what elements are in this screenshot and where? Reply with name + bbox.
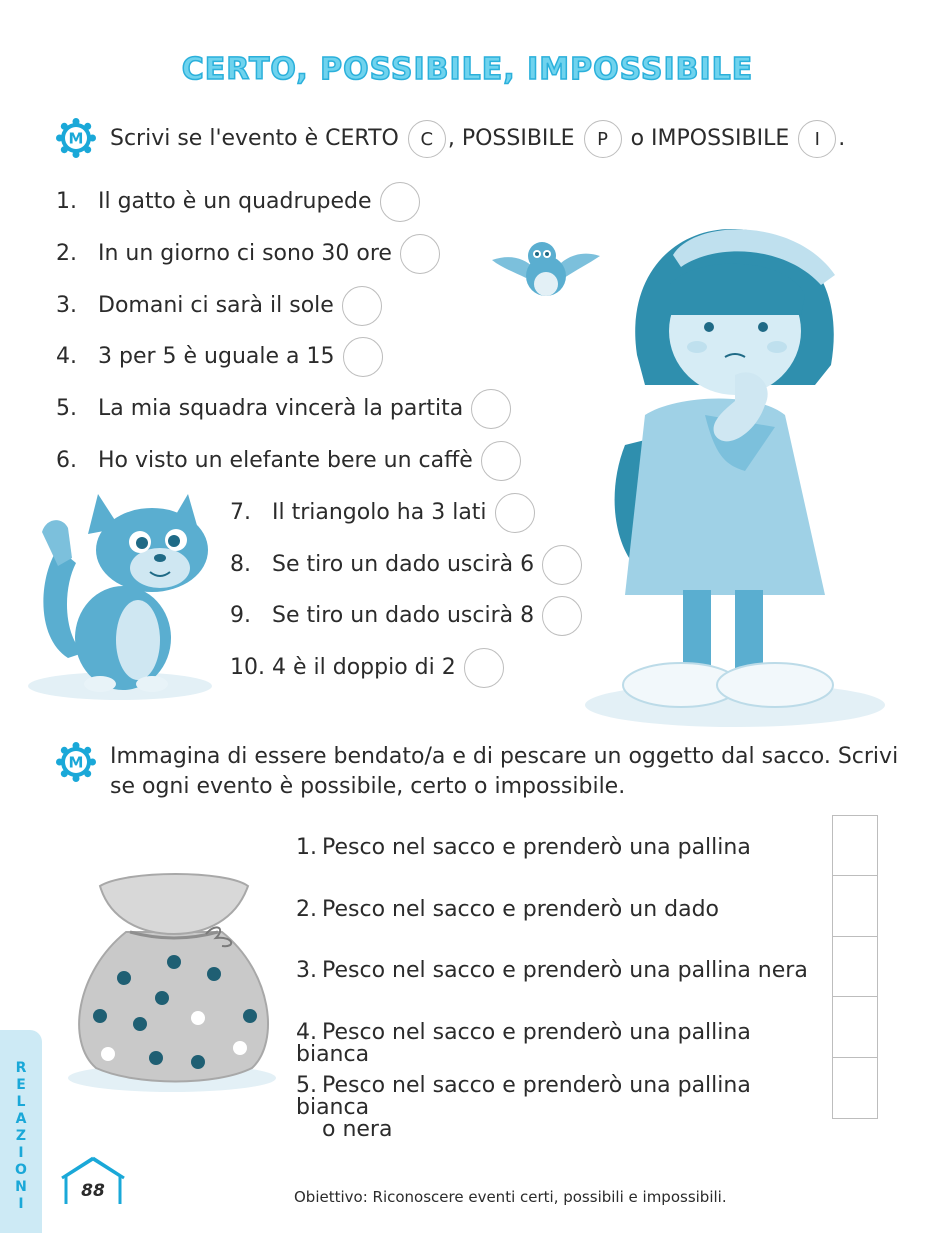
answer-box[interactable] [832,875,878,937]
answer-box[interactable] [832,996,878,1058]
instruction-mid2: o IMPOSSIBILE [630,126,790,151]
item-number: 3. [56,293,77,318]
item-text-continuation: o nera [322,1117,393,1142]
list-item [230,596,582,636]
answer-box-column [832,816,878,1119]
instruction-mid1: , POSSIBILE [447,126,575,151]
list-item [296,1022,826,1066]
side-tab-label [0,1060,42,1213]
m-badge-icon [56,118,96,158]
list-item [296,960,826,982]
side-tab-letter: R [15,1060,27,1076]
instruction-suffix: . [838,126,846,151]
answer-circle[interactable] [343,337,383,377]
answer-circle[interactable] [400,234,440,274]
girl-illustration [585,215,885,730]
item-number: 5. [296,1073,317,1098]
item-text: In un giorno ci sono 30 ore [98,241,392,266]
answer-circle[interactable] [471,389,511,429]
item-text: 3 per 5 è uguale a 15 [98,344,335,369]
item-text: Pesco nel sacco e prenderò un dado [322,897,719,922]
item-number: 2. [296,897,317,922]
instruction-2: Immagina di essere bendato/a e di pescare un oggetto dal sacco. Scrivi se ogni evento è possibile, certo o impossibile. [110,744,899,799]
answer-box[interactable] [832,815,878,877]
item-text: Pesco nel sacco e prenderò una pallina [322,835,751,860]
page-number: 88 [81,1181,105,1201]
item-number: 6. [56,448,77,473]
possibile-code-badge: P [584,120,622,158]
answer-circle[interactable] [542,545,582,585]
instruction-prefix: Scrivi se l'evento è CERTO [110,126,399,151]
item-number: 7. [230,500,251,525]
item-text: La mia squadra vincerà la partita [98,396,464,421]
m-badge-icon [56,742,96,782]
list-item [56,337,383,377]
item-text: Pesco nel sacco e prenderò una pallina nera [322,958,808,983]
side-tab-letter: Z [15,1128,27,1144]
item-text: Il triangolo ha 3 lati [272,500,487,525]
item-text: Domani ci sarà il sole [98,293,334,318]
sack-illustration [66,872,280,1094]
answer-circle[interactable] [481,441,521,481]
side-tab-letter: L [16,1094,26,1110]
page-title: CERTO, POSSIBILE, IMPOSSIBILE [181,52,754,87]
impossibile-code-badge: I [798,120,836,158]
item-number: 3. [296,958,317,983]
certo-code-badge: C [408,120,446,158]
item-number: 9. [230,603,251,628]
item-number: 10. [230,655,265,680]
side-tab-letter: I [18,1145,24,1161]
list-item [230,648,504,688]
answer-circle[interactable] [380,182,420,222]
list-item [230,545,582,585]
list-item [56,389,511,429]
answer-circle[interactable] [495,493,535,533]
item-text: Pesco nel sacco e prenderò una pallina bianca [296,1020,751,1067]
list-item [56,286,382,326]
item-text: Se tiro un dado uscirà 6 [272,552,535,577]
instruction-1 [110,120,845,158]
item-number: 1. [296,835,317,860]
list-item [296,1075,826,1141]
item-text: Ho visto un elefante bere un caffè [98,448,473,473]
item-number: 4. [56,344,77,369]
item-number: 1. [56,189,77,214]
svg-text:M: M [68,753,84,772]
list-item [56,441,521,481]
side-tab [0,1030,42,1233]
answer-box[interactable] [832,936,878,998]
side-tab-letter: O [15,1162,27,1178]
item-number: 5. [56,396,77,421]
item-number: 4. [296,1020,317,1045]
answer-circle[interactable] [464,648,504,688]
list-item [56,234,440,274]
item-number: 2. [56,241,77,266]
svg-text:M: M [68,129,84,148]
item-number: 8. [230,552,251,577]
page-number-house-icon [60,1156,126,1206]
list-item [56,182,420,222]
item-text: Pesco nel sacco e prenderò una pallina bianca [296,1073,751,1120]
cat-illustration [28,488,212,702]
side-tab-letter: I [18,1196,24,1212]
list-item [230,493,535,533]
item-text: Se tiro un dado uscirà 8 [272,603,535,628]
footer-objective: Obiettivo: Riconoscere eventi certi, possibili e impossibili. [294,1188,727,1206]
side-tab-letter: A [15,1111,27,1127]
list-item [296,899,826,921]
answer-box[interactable] [832,1057,878,1119]
side-tab-letter: N [15,1179,27,1195]
answer-circle[interactable] [542,596,582,636]
answer-circle[interactable] [342,286,382,326]
list-item [296,837,826,859]
item-text: Il gatto è un quadrupede [98,189,372,214]
item-text: 4 è il doppio di 2 [272,655,456,680]
side-tab-letter: E [16,1077,26,1093]
